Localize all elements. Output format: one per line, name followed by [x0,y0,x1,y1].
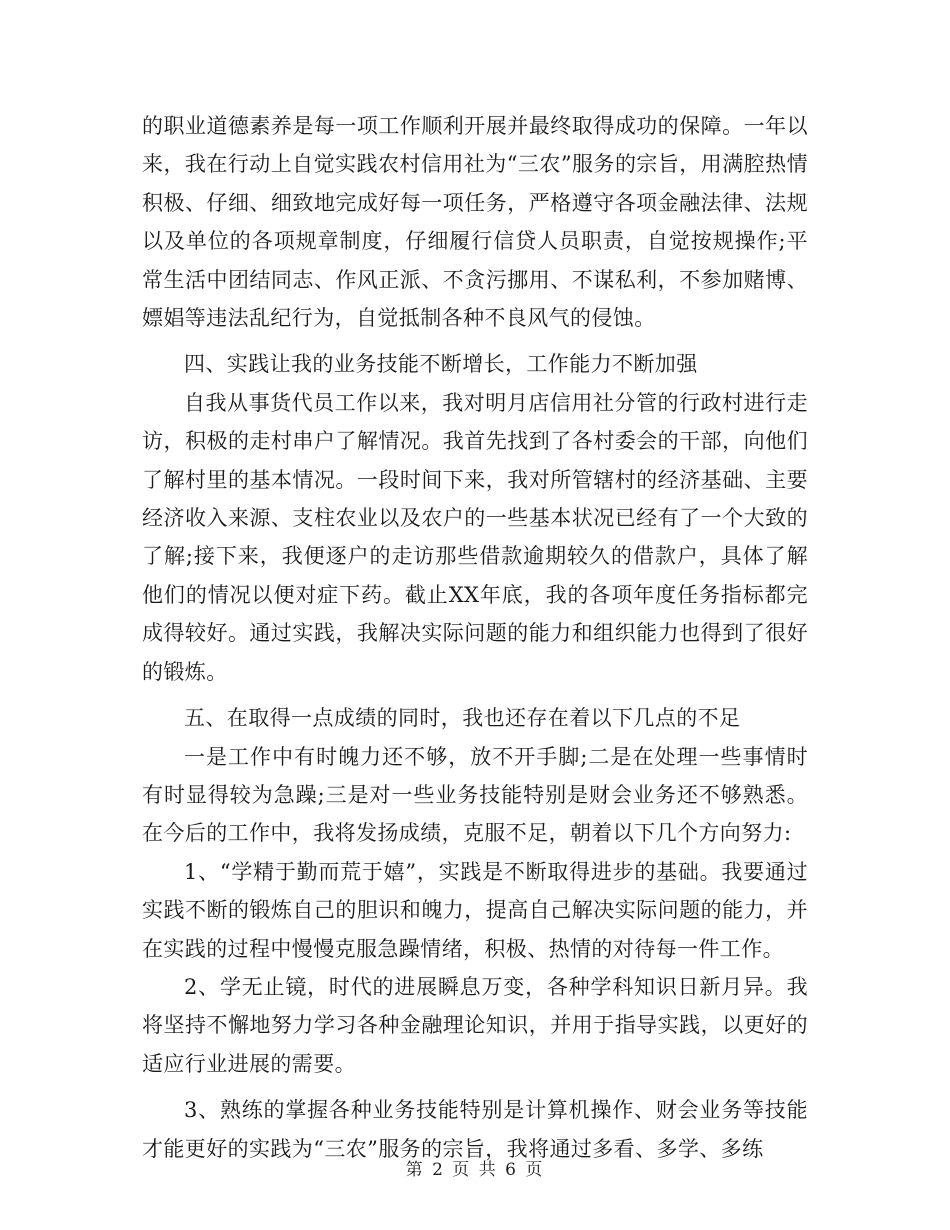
paragraph-item-3: 3、熟练的掌握各种业务技能特别是计算机操作、财会业务等技能才能更好的实践为“三农”服务的宗旨，我将通过多看、多学、多练 [142,1098,808,1161]
paragraph-shortcomings: 一是工作中有时魄力还不够，放不开手脚;二是在处理一些事情时有时显得较为急躁;三是对一些业务技能特别是财会业务还不够熟悉。在今后的工作中，我将发扬成绩，克服不足，朝着以下几个方向努力: [142,744,808,846]
paragraph-professional-ethics: 的职业道德素养是每一项工作顺利开展并最终取得成功的保障。一年以来，我在行动上自觉实践农村信用社为“三农”服务的宗旨，用满腔热情积极、仔细、细致地完成好每一项任务，严格遵守各项金融法律、法规以及单位的各项规章制度，仔细履行信贷人员职责，自觉按规操作;平常生活中团结同志、作风正派、不贪污挪用、不谋私利，不参加赌博、嫖娼等违法乱纪行为，自觉抵制各种不良风气的侵蚀。 [142,114,808,331]
paragraph-practice-visits: 自我从事货代员工作以来，我对明月店信用社分管的行政村进行走访，积极的走村串户了解情况。我首先找到了各村委会的干部，向他们了解村里的基本情况。一段时间下来，我对所管辖村的经济基础、主要经济收入来源、支柱农业以及农户的一些基本状况已经有了一个大致的了解;接下来，我便逐户的走访那些借款逾期较久的借款户，具体了解他们的情况以便对症下药。截止XX年底，我的各项年度任务指标都完成得较好。通过实践，我解决实际问题的能力和组织能力也得到了很好的锻炼。 [142,390,808,684]
paragraph-item-1: 1、“学精于勤而荒于嬉”，实践是不断取得进步的基础。我要通过实践不断的锻炼自己的胆识和魄力，提高自己解决实际问题的能力，并在实践的过程中慢慢克服急躁情绪，积极、热情的对待每一件工作。 [142,859,808,961]
document-body [142,107,808,1168]
section-heading-five: 五、在取得一点成绩的同时，我也还存在着以下几点的不足 [184,706,741,731]
section-heading-four: 四、实践让我的业务技能不断增长，工作能力不断加强 [184,352,698,377]
paragraph-item-2: 2、学无止镜，时代的进展瞬息万变，各种学科知识日新月异。我将坚持不懈地努力学习各种金融理论知识，并用于指导实践，以更好的适应行业进展的需要。 [142,974,808,1076]
page-number-footer: 第 2 页 共 6 页 [405,1160,545,1180]
